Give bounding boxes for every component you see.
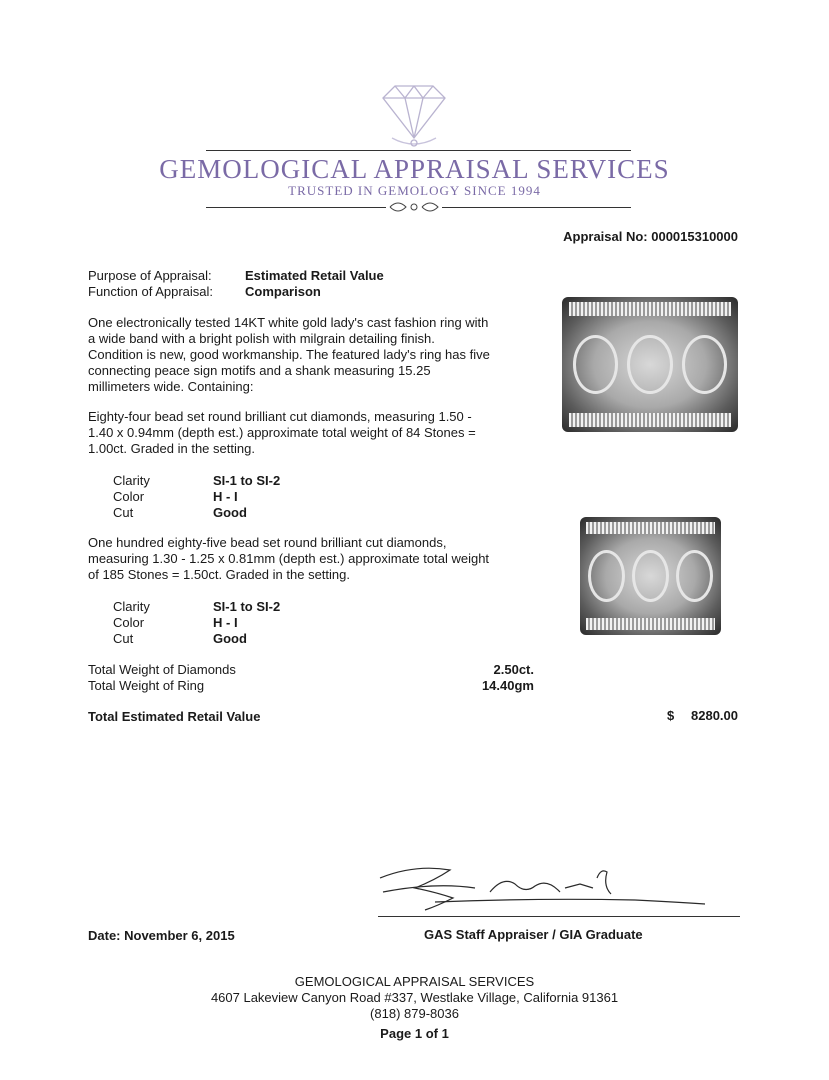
- total-ring-weight-label: Total Weight of Ring: [88, 678, 205, 693]
- header-rule-left: [206, 207, 386, 208]
- appraiser-title: GAS Staff Appraiser / GIA Graduate: [424, 927, 643, 942]
- total-retail-value: 8280.00: [691, 708, 738, 723]
- cut-value-2: Good: [213, 631, 247, 646]
- purpose-label: Purpose of Appraisal:: [88, 268, 212, 283]
- header-rule-right: [442, 207, 631, 208]
- function-value: Comparison: [245, 284, 321, 299]
- clarity-label-2: Clarity: [113, 599, 150, 614]
- footer-phone: (818) 879-8036: [370, 1006, 459, 1021]
- header-rule-top: [206, 150, 631, 151]
- color-label-1: Color: [113, 489, 145, 504]
- purpose-value: Estimated Retail Value: [245, 268, 384, 283]
- clarity-value-1: SI-1 to SI-2: [213, 473, 281, 488]
- total-ring-weight-value: 14.40gm: [481, 678, 534, 693]
- footer-company: GEMOLOGICAL APPRAISAL SERVICES: [294, 974, 535, 989]
- stone-group-2-description: One hundred eighty-five bead set round brilliant cut diamonds, measuring 1.30 - 1.25 x 0.81mm (depth est.) approximate total weight of 185 Stones = 1.50ct. Graded in the setting.: [88, 535, 490, 582]
- appraisal-number: Appraisal No: 000015310000: [563, 229, 738, 244]
- item-description: One electronically tested 14KT white gold lady's cast fashion ring with a wide band with a bright polish with milgrain detailing finish. Condition is new, good workmanship. The featured lady's ring has five connecting peace sign motifs and a shank measuring 15.25 millimeters wide. Containing:: [88, 315, 490, 394]
- color-value-2: H - I: [213, 615, 238, 630]
- diamond-icon: [0, 80, 829, 155]
- cut-value-1: Good: [213, 505, 247, 520]
- appraisal-date: Date: November 6, 2015: [88, 928, 235, 943]
- function-label: Function of Appraisal:: [88, 284, 214, 299]
- total-diamond-weight-label: Total Weight of Diamonds: [88, 662, 236, 677]
- ornament-icon: [386, 199, 442, 215]
- clarity-value-2: SI-1 to SI-2: [213, 599, 281, 614]
- clarity-label-1: Clarity: [113, 473, 150, 488]
- total-diamond-weight-value: 2.50ct.: [493, 662, 534, 677]
- signature-line: [378, 916, 740, 917]
- company-tagline: TRUSTED IN GEMOLOGY SINCE 1994: [288, 183, 541, 198]
- color-label-2: Color: [113, 615, 145, 630]
- total-retail-value-label: Total Estimated Retail Value: [88, 709, 261, 724]
- ring-photo-angle: [580, 517, 721, 635]
- ring-photo-front: [562, 297, 738, 432]
- footer-address: 4607 Lakeview Canyon Road #337, Westlake Village, California 91361: [210, 990, 619, 1005]
- page-number: Page 1 of 1: [380, 1026, 449, 1041]
- cut-label-2: Cut: [113, 631, 134, 646]
- company-name: GEMOLOGICAL APPRAISAL SERVICES: [159, 154, 670, 184]
- logo: [0, 80, 829, 155]
- cut-label-1: Cut: [113, 505, 134, 520]
- color-value-1: H - I: [213, 489, 238, 504]
- stone-group-1-description: Eighty-four bead set round brilliant cut diamonds, measuring 1.50 - 1.40 x 0.94mm (depth est.) approximate total weight of 84 Stones = 1.00ct. Graded in the setting.: [88, 409, 476, 456]
- appraiser-signature: [375, 858, 740, 920]
- currency-symbol: $: [667, 708, 675, 723]
